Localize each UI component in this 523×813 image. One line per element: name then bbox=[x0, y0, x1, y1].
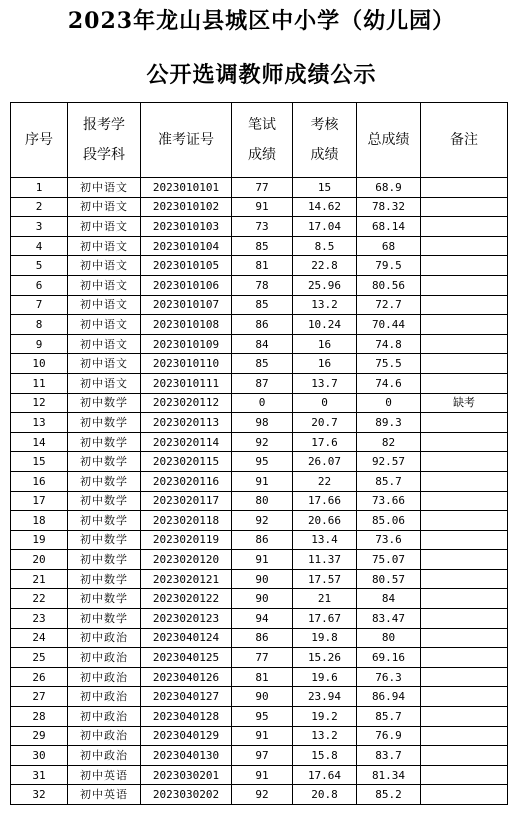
cell-index: 10 bbox=[11, 354, 68, 374]
table-row bbox=[11, 707, 508, 727]
cell-written-score: 73 bbox=[232, 217, 293, 237]
table-row bbox=[11, 648, 508, 668]
cell-written-score: 0 bbox=[232, 393, 293, 413]
header-index: 序号 bbox=[11, 103, 68, 178]
cell-written-score: 94 bbox=[232, 609, 293, 629]
cell-total-score: 80.57 bbox=[357, 569, 421, 589]
cell-assessment-score: 20.7 bbox=[293, 413, 357, 433]
cell-assessment-score: 15.26 bbox=[293, 648, 357, 668]
cell-subject: 初中英语 bbox=[68, 785, 141, 805]
table-row bbox=[11, 354, 508, 374]
cell-note bbox=[421, 471, 508, 491]
cell-total-score: 83.47 bbox=[357, 609, 421, 629]
table-row bbox=[11, 765, 508, 785]
cell-index: 7 bbox=[11, 295, 68, 315]
cell-assessment-score: 23.94 bbox=[293, 687, 357, 707]
cell-index: 17 bbox=[11, 491, 68, 511]
table-row bbox=[11, 275, 508, 295]
cell-assessment-score: 17.64 bbox=[293, 765, 357, 785]
document-title: 2023年龙山县城区中小学（幼儿园） bbox=[67, 8, 456, 34]
cell-total-score: 79.5 bbox=[357, 256, 421, 276]
cell-total-score: 68 bbox=[357, 236, 421, 256]
cell-written-score: 92 bbox=[232, 432, 293, 452]
cell-index: 18 bbox=[11, 511, 68, 531]
table-row bbox=[11, 687, 508, 707]
cell-index: 1 bbox=[11, 178, 68, 198]
cell-index: 31 bbox=[11, 765, 68, 785]
table-row bbox=[11, 217, 508, 237]
cell-subject: 初中语文 bbox=[68, 217, 141, 237]
table-row bbox=[11, 334, 508, 354]
cell-assessment-score: 13.2 bbox=[293, 726, 357, 746]
cell-assessment-score: 13.2 bbox=[293, 295, 357, 315]
header-written-score: 笔试 成绩 bbox=[232, 103, 293, 178]
cell-exam-id: 2023020119 bbox=[141, 530, 232, 550]
cell-subject: 初中数学 bbox=[68, 432, 141, 452]
cell-subject: 初中英语 bbox=[68, 765, 141, 785]
cell-exam-id: 2023020113 bbox=[141, 413, 232, 433]
cell-exam-id: 2023010101 bbox=[141, 178, 232, 198]
table-row bbox=[11, 609, 508, 629]
table-row bbox=[11, 315, 508, 335]
cell-note bbox=[421, 491, 508, 511]
table-row bbox=[11, 628, 508, 648]
cell-exam-id: 2023010111 bbox=[141, 373, 232, 393]
cell-index: 6 bbox=[11, 275, 68, 295]
cell-written-score: 91 bbox=[232, 471, 293, 491]
table-row bbox=[11, 393, 508, 413]
cell-index: 11 bbox=[11, 373, 68, 393]
cell-exam-id: 2023010107 bbox=[141, 295, 232, 315]
cell-assessment-score: 15.8 bbox=[293, 746, 357, 766]
cell-exam-id: 2023010110 bbox=[141, 354, 232, 374]
cell-written-score: 95 bbox=[232, 452, 293, 472]
cell-assessment-score: 8.5 bbox=[293, 236, 357, 256]
cell-exam-id: 2023020118 bbox=[141, 511, 232, 531]
cell-index: 20 bbox=[11, 550, 68, 570]
cell-assessment-score: 21 bbox=[293, 589, 357, 609]
cell-subject: 初中语文 bbox=[68, 256, 141, 276]
cell-subject: 初中数学 bbox=[68, 589, 141, 609]
cell-subject: 初中政治 bbox=[68, 648, 141, 668]
cell-exam-id: 2023020121 bbox=[141, 569, 232, 589]
table-row bbox=[11, 256, 508, 276]
cell-note bbox=[421, 354, 508, 374]
cell-assessment-score: 16 bbox=[293, 334, 357, 354]
cell-note bbox=[421, 334, 508, 354]
table-row bbox=[11, 452, 508, 472]
cell-subject: 初中政治 bbox=[68, 667, 141, 687]
cell-exam-id: 2023020115 bbox=[141, 452, 232, 472]
cell-written-score: 97 bbox=[232, 746, 293, 766]
cell-note bbox=[421, 707, 508, 727]
cell-subject: 初中政治 bbox=[68, 726, 141, 746]
cell-exam-id: 2023010109 bbox=[141, 334, 232, 354]
cell-note: 缺考 bbox=[421, 393, 508, 413]
cell-index: 26 bbox=[11, 667, 68, 687]
cell-assessment-score: 25.96 bbox=[293, 275, 357, 295]
cell-total-score: 73.66 bbox=[357, 491, 421, 511]
cell-index: 27 bbox=[11, 687, 68, 707]
cell-note bbox=[421, 609, 508, 629]
header-note: 备注 bbox=[421, 103, 508, 178]
table-row bbox=[11, 373, 508, 393]
table-row bbox=[11, 236, 508, 256]
cell-assessment-score: 13.7 bbox=[293, 373, 357, 393]
cell-exam-id: 2023010102 bbox=[141, 197, 232, 217]
cell-total-score: 76.3 bbox=[357, 667, 421, 687]
cell-exam-id: 2023040127 bbox=[141, 687, 232, 707]
cell-subject: 初中数学 bbox=[68, 511, 141, 531]
cell-subject: 初中数学 bbox=[68, 413, 141, 433]
cell-exam-id: 2023010104 bbox=[141, 236, 232, 256]
cell-exam-id: 2023040124 bbox=[141, 628, 232, 648]
cell-note bbox=[421, 648, 508, 668]
cell-assessment-score: 10.24 bbox=[293, 315, 357, 335]
cell-index: 3 bbox=[11, 217, 68, 237]
table-row bbox=[11, 785, 508, 805]
cell-note bbox=[421, 452, 508, 472]
table-row bbox=[11, 471, 508, 491]
cell-written-score: 90 bbox=[232, 569, 293, 589]
table-row bbox=[11, 491, 508, 511]
cell-subject: 初中语文 bbox=[68, 334, 141, 354]
cell-assessment-score: 17.6 bbox=[293, 432, 357, 452]
cell-index: 15 bbox=[11, 452, 68, 472]
table-row bbox=[11, 413, 508, 433]
cell-subject: 初中语文 bbox=[68, 197, 141, 217]
cell-subject: 初中政治 bbox=[68, 707, 141, 727]
table-row bbox=[11, 569, 508, 589]
cell-index: 28 bbox=[11, 707, 68, 727]
cell-assessment-score: 20.66 bbox=[293, 511, 357, 531]
cell-note bbox=[421, 628, 508, 648]
cell-subject: 初中数学 bbox=[68, 550, 141, 570]
scores-table bbox=[10, 102, 508, 805]
cell-written-score: 86 bbox=[232, 628, 293, 648]
table-row bbox=[11, 726, 508, 746]
cell-exam-id: 2023040128 bbox=[141, 707, 232, 727]
cell-exam-id: 2023010106 bbox=[141, 275, 232, 295]
cell-subject: 初中数学 bbox=[68, 393, 141, 413]
cell-total-score: 89.3 bbox=[357, 413, 421, 433]
table-row bbox=[11, 197, 508, 217]
cell-written-score: 91 bbox=[232, 197, 293, 217]
cell-index: 23 bbox=[11, 609, 68, 629]
cell-exam-id: 2023020123 bbox=[141, 609, 232, 629]
cell-total-score: 74.6 bbox=[357, 373, 421, 393]
cell-assessment-score: 15 bbox=[293, 178, 357, 198]
cell-assessment-score: 17.66 bbox=[293, 491, 357, 511]
cell-exam-id: 2023040130 bbox=[141, 746, 232, 766]
cell-written-score: 95 bbox=[232, 707, 293, 727]
cell-note bbox=[421, 785, 508, 805]
cell-written-score: 91 bbox=[232, 765, 293, 785]
cell-assessment-score: 19.2 bbox=[293, 707, 357, 727]
cell-assessment-score: 14.62 bbox=[293, 197, 357, 217]
cell-note bbox=[421, 413, 508, 433]
cell-written-score: 77 bbox=[232, 178, 293, 198]
cell-exam-id: 2023020117 bbox=[141, 491, 232, 511]
cell-written-score: 98 bbox=[232, 413, 293, 433]
cell-note bbox=[421, 667, 508, 687]
cell-assessment-score: 16 bbox=[293, 354, 357, 374]
cell-total-score: 83.7 bbox=[357, 746, 421, 766]
cell-index: 25 bbox=[11, 648, 68, 668]
table-row bbox=[11, 178, 508, 198]
cell-subject: 初中政治 bbox=[68, 628, 141, 648]
cell-total-score: 82 bbox=[357, 432, 421, 452]
document-subtitle: 公开选调教师成绩公示 bbox=[146, 62, 377, 88]
cell-written-score: 87 bbox=[232, 373, 293, 393]
cell-total-score: 74.8 bbox=[357, 334, 421, 354]
cell-written-score: 85 bbox=[232, 354, 293, 374]
cell-index: 24 bbox=[11, 628, 68, 648]
cell-total-score: 85.7 bbox=[357, 471, 421, 491]
cell-exam-id: 2023020114 bbox=[141, 432, 232, 452]
cell-note bbox=[421, 178, 508, 198]
cell-index: 2 bbox=[11, 197, 68, 217]
cell-total-score: 72.7 bbox=[357, 295, 421, 315]
cell-subject: 初中语文 bbox=[68, 275, 141, 295]
cell-index: 16 bbox=[11, 471, 68, 491]
cell-subject: 初中语文 bbox=[68, 354, 141, 374]
cell-total-score: 69.16 bbox=[357, 648, 421, 668]
cell-assessment-score: 19.6 bbox=[293, 667, 357, 687]
cell-subject: 初中数学 bbox=[68, 569, 141, 589]
cell-exam-id: 2023010103 bbox=[141, 217, 232, 237]
cell-total-score: 85.7 bbox=[357, 707, 421, 727]
cell-written-score: 77 bbox=[232, 648, 293, 668]
cell-assessment-score: 17.04 bbox=[293, 217, 357, 237]
table-row bbox=[11, 530, 508, 550]
cell-total-score: 76.9 bbox=[357, 726, 421, 746]
cell-subject: 初中政治 bbox=[68, 746, 141, 766]
cell-note bbox=[421, 589, 508, 609]
cell-subject: 初中数学 bbox=[68, 491, 141, 511]
table-header-row bbox=[11, 103, 508, 178]
cell-written-score: 85 bbox=[232, 295, 293, 315]
cell-subject: 初中语文 bbox=[68, 236, 141, 256]
cell-note bbox=[421, 275, 508, 295]
table-row bbox=[11, 550, 508, 570]
cell-subject: 初中政治 bbox=[68, 687, 141, 707]
table-row bbox=[11, 432, 508, 452]
header-subject: 报考学 段学科 bbox=[68, 103, 141, 178]
cell-subject: 初中数学 bbox=[68, 452, 141, 472]
cell-written-score: 86 bbox=[232, 530, 293, 550]
cell-note bbox=[421, 550, 508, 570]
cell-note bbox=[421, 726, 508, 746]
cell-total-score: 85.2 bbox=[357, 785, 421, 805]
cell-index: 14 bbox=[11, 432, 68, 452]
header-total-score: 总成绩 bbox=[357, 103, 421, 178]
cell-assessment-score: 17.57 bbox=[293, 569, 357, 589]
cell-note bbox=[421, 511, 508, 531]
cell-total-score: 84 bbox=[357, 589, 421, 609]
cell-exam-id: 2023020112 bbox=[141, 393, 232, 413]
cell-subject: 初中数学 bbox=[68, 530, 141, 550]
cell-note bbox=[421, 687, 508, 707]
cell-index: 4 bbox=[11, 236, 68, 256]
cell-assessment-score: 26.07 bbox=[293, 452, 357, 472]
cell-exam-id: 2023040129 bbox=[141, 726, 232, 746]
table-body bbox=[11, 178, 508, 805]
cell-total-score: 73.6 bbox=[357, 530, 421, 550]
table-row bbox=[11, 295, 508, 315]
cell-exam-id: 2023010105 bbox=[141, 256, 232, 276]
cell-index: 5 bbox=[11, 256, 68, 276]
cell-assessment-score: 22.8 bbox=[293, 256, 357, 276]
cell-total-score: 70.44 bbox=[357, 315, 421, 335]
cell-assessment-score: 20.8 bbox=[293, 785, 357, 805]
cell-written-score: 80 bbox=[232, 491, 293, 511]
cell-total-score: 75.5 bbox=[357, 354, 421, 374]
cell-assessment-score: 11.37 bbox=[293, 550, 357, 570]
cell-note bbox=[421, 432, 508, 452]
cell-index: 8 bbox=[11, 315, 68, 335]
cell-index: 30 bbox=[11, 746, 68, 766]
cell-total-score: 85.06 bbox=[357, 511, 421, 531]
cell-exam-id: 2023030202 bbox=[141, 785, 232, 805]
cell-assessment-score: 0 bbox=[293, 393, 357, 413]
cell-note bbox=[421, 256, 508, 276]
cell-written-score: 90 bbox=[232, 589, 293, 609]
cell-exam-id: 2023020120 bbox=[141, 550, 232, 570]
cell-note bbox=[421, 217, 508, 237]
cell-written-score: 92 bbox=[232, 511, 293, 531]
cell-assessment-score: 13.4 bbox=[293, 530, 357, 550]
cell-total-score: 78.32 bbox=[357, 197, 421, 217]
cell-subject: 初中数学 bbox=[68, 609, 141, 629]
cell-total-score: 92.57 bbox=[357, 452, 421, 472]
cell-written-score: 85 bbox=[232, 236, 293, 256]
table-row bbox=[11, 589, 508, 609]
cell-assessment-score: 22 bbox=[293, 471, 357, 491]
cell-subject: 初中数学 bbox=[68, 471, 141, 491]
cell-index: 13 bbox=[11, 413, 68, 433]
cell-subject: 初中语文 bbox=[68, 373, 141, 393]
cell-note bbox=[421, 569, 508, 589]
cell-index: 29 bbox=[11, 726, 68, 746]
cell-total-score: 68.9 bbox=[357, 178, 421, 198]
cell-total-score: 81.34 bbox=[357, 765, 421, 785]
header-assessment-score: 考核 成绩 bbox=[293, 103, 357, 178]
header-exam-id: 准考证号 bbox=[141, 103, 232, 178]
cell-note bbox=[421, 197, 508, 217]
cell-total-score: 80.56 bbox=[357, 275, 421, 295]
cell-assessment-score: 17.67 bbox=[293, 609, 357, 629]
cell-index: 19 bbox=[11, 530, 68, 550]
cell-subject: 初中语文 bbox=[68, 315, 141, 335]
cell-written-score: 91 bbox=[232, 726, 293, 746]
cell-exam-id: 2023040126 bbox=[141, 667, 232, 687]
cell-written-score: 92 bbox=[232, 785, 293, 805]
cell-note bbox=[421, 530, 508, 550]
table-row bbox=[11, 746, 508, 766]
cell-note bbox=[421, 746, 508, 766]
cell-total-score: 68.14 bbox=[357, 217, 421, 237]
cell-exam-id: 2023020122 bbox=[141, 589, 232, 609]
cell-index: 22 bbox=[11, 589, 68, 609]
cell-written-score: 81 bbox=[232, 256, 293, 276]
table-row bbox=[11, 667, 508, 687]
cell-written-score: 90 bbox=[232, 687, 293, 707]
cell-note bbox=[421, 765, 508, 785]
cell-assessment-score: 19.8 bbox=[293, 628, 357, 648]
cell-total-score: 86.94 bbox=[357, 687, 421, 707]
cell-exam-id: 2023040125 bbox=[141, 648, 232, 668]
cell-written-score: 91 bbox=[232, 550, 293, 570]
cell-subject: 初中语文 bbox=[68, 178, 141, 198]
cell-written-score: 78 bbox=[232, 275, 293, 295]
cell-total-score: 80 bbox=[357, 628, 421, 648]
cell-total-score: 75.07 bbox=[357, 550, 421, 570]
table-row bbox=[11, 511, 508, 531]
cell-subject: 初中语文 bbox=[68, 295, 141, 315]
cell-written-score: 86 bbox=[232, 315, 293, 335]
cell-exam-id: 2023010108 bbox=[141, 315, 232, 335]
cell-index: 9 bbox=[11, 334, 68, 354]
cell-exam-id: 2023030201 bbox=[141, 765, 232, 785]
cell-note bbox=[421, 295, 508, 315]
cell-note bbox=[421, 315, 508, 335]
cell-index: 21 bbox=[11, 569, 68, 589]
cell-written-score: 84 bbox=[232, 334, 293, 354]
cell-total-score: 0 bbox=[357, 393, 421, 413]
cell-index: 32 bbox=[11, 785, 68, 805]
cell-index: 12 bbox=[11, 393, 68, 413]
cell-written-score: 81 bbox=[232, 667, 293, 687]
cell-note bbox=[421, 373, 508, 393]
cell-exam-id: 2023020116 bbox=[141, 471, 232, 491]
cell-note bbox=[421, 236, 508, 256]
